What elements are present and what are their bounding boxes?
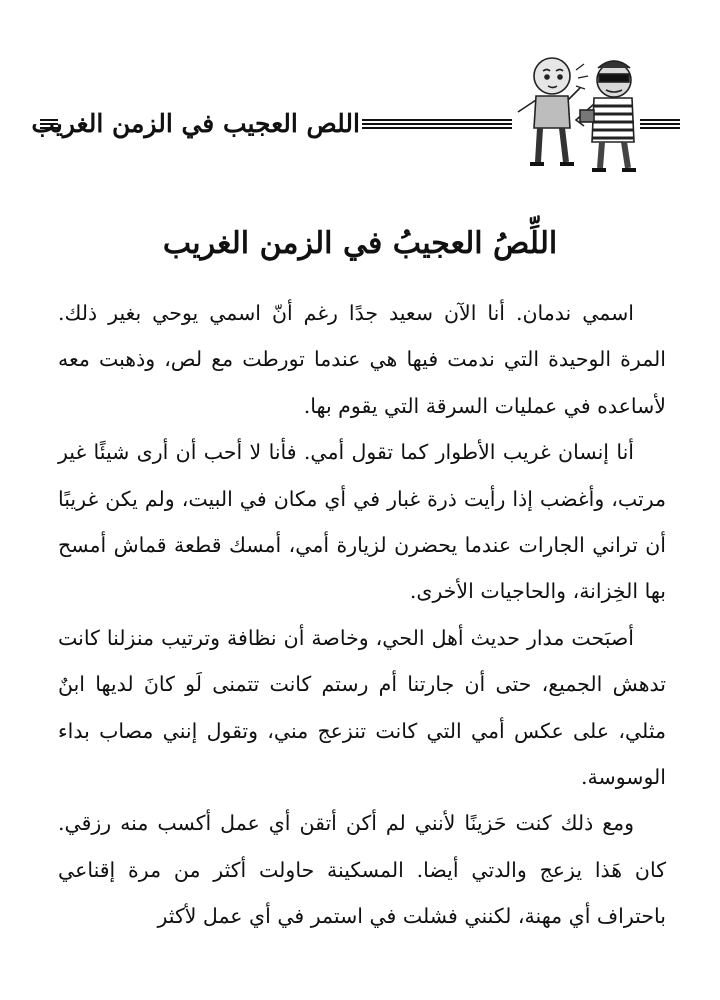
header-rule-right: [640, 119, 680, 129]
thief-figure: [576, 61, 636, 170]
story-title: اللِّصُ العجيبُ في الزمن الغريب: [162, 226, 558, 261]
paragraph: ومع ذلك كنت حَزينًا لأنني لم أكن أتقن أي عمل أكسب منه رزقي. كان هَذا يزعج والدتي أيضا. المسكينة حاولت أكثر من مرة إقناعي باحتراف أي مهنة، لكنني فشلت في استمر في أي عمل لأكثر: [58, 811, 666, 929]
story-body: [58, 290, 666, 940]
page-header: [31, 50, 680, 180]
boy-figure: [518, 58, 580, 164]
paragraph: أنا إنسان غريب الأطوار كما تقول أمي. فأنا لا أحب أن أرى شيئًا غير مرتب، وأغضب إذا رأيت ذرة غبار في أي مكان في البيت، ولم يكن غريبًا أن تراني الجارات عندما يحضرن لزيارة أمي، أمسك قطعة قماش أمسح بها الخِزانة، والحاجيات الأخرى.: [58, 440, 666, 604]
running-title: اللص العجيب في الزمن الغريب: [31, 109, 360, 138]
paragraph: اسمي ندمان. أنا الآن سعيد جدًا رغم أنّ اسمي يوحي بغير ذلك. المرة الوحيدة التي ندمت فيها هي عندما تورطت مع لص، وذهبت معه لأساعده في عمليات السرقة التي يقوم بها.: [58, 301, 666, 418]
thief-and-boy-cartoon-icon: [510, 50, 642, 178]
header-rule-middle: [362, 119, 512, 129]
paragraph: أصبَحت مدار حديث أهل الحي، وخاصة أن نظافة وترتيب منزلنا كانت تدهش الجميع، حتى أن جارتنا أم رستم كانت تتمنى لَو كانَ لديها ابنٌ مثلي، على عكس أمي التي كانت تنزعج مني، وتقول إنني مصاب بداء الوسوسة.: [58, 625, 666, 790]
